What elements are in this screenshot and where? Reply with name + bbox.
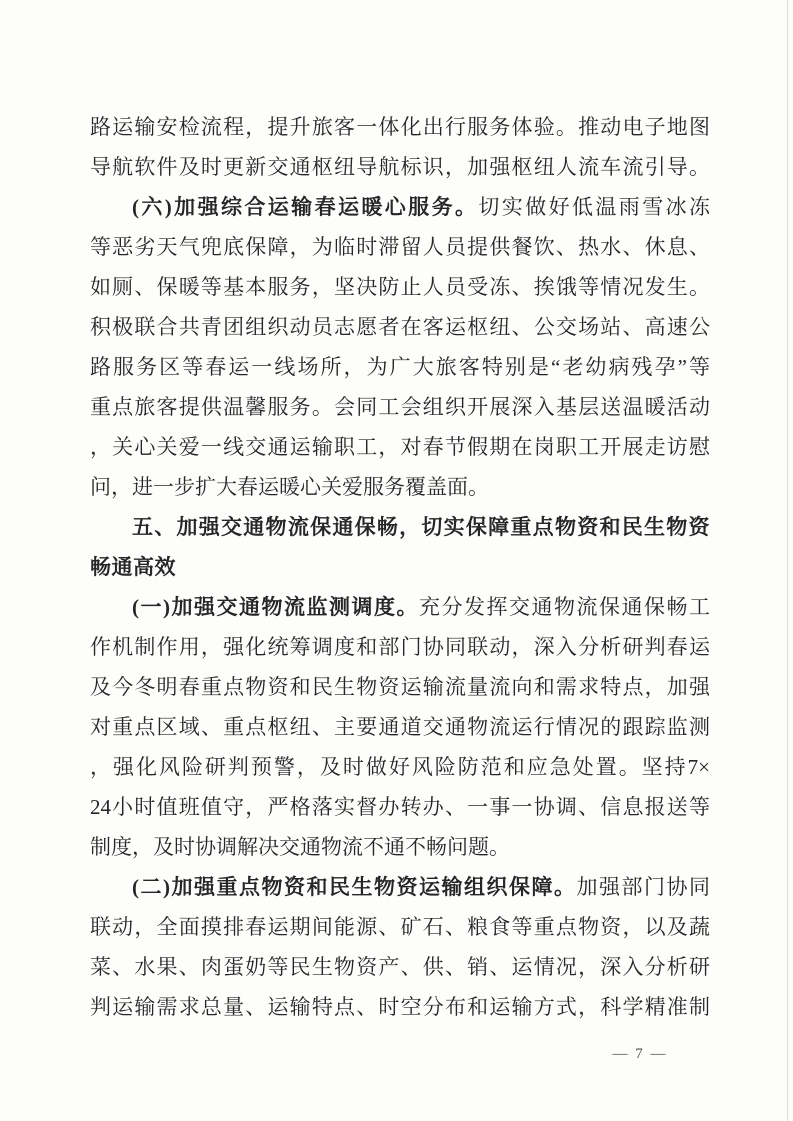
body-text-segment: ，强化风险研判预警，及时做好风险防范和应急处置。坚持7×	[90, 755, 710, 779]
body-text-segment: 作机制作用，强化统筹调度和部门协同联动，深入分析研判春运	[90, 635, 710, 659]
text-line	[90, 427, 710, 467]
body-text-segment: 及今冬明春重点物资和民生物资运输流量流向和需求特点，加强	[90, 675, 710, 699]
body-text-segment: 路服务区等春运一线场所，为广大旅客特别是“老幼病残孕”等	[90, 355, 710, 379]
body-text-segment: 判运输需求总量、运输特点、时空分布和运输方式，科学精准制	[90, 995, 710, 1019]
text-line	[90, 507, 710, 547]
body-text-segment: 路运输安检流程，提升旅客一体化出行服务体验。推动电子地图	[90, 115, 710, 139]
text-line	[90, 947, 710, 987]
body-text-segment: 制度，及时协调解决交通物流不通不畅问题。	[90, 835, 510, 859]
text-line	[90, 787, 710, 827]
body-text-segment: 导航软件及时更新交通枢纽导航标识，加强枢纽人流车流引导。	[90, 155, 710, 179]
text-line	[90, 347, 710, 387]
text-line	[90, 747, 710, 787]
heading-text-segment: 五、加强交通物流保通保畅，切实保障重点物资和民生物资	[132, 516, 710, 539]
text-line	[90, 907, 710, 947]
text-line	[90, 307, 710, 347]
text-line	[90, 547, 710, 587]
text-line	[90, 627, 710, 667]
heading-text-segment: 畅通高效	[90, 556, 176, 579]
text-line	[90, 147, 710, 187]
text-line	[90, 227, 710, 267]
body-text-segment: 积极联合共青团组织动员志愿者在客运枢纽、公交场站、高速公	[90, 315, 710, 339]
body-text-segment: 对重点区域、重点枢纽、主要通道交通物流运行情况的跟踪监测	[90, 715, 710, 739]
body-text-segment: 问，进一步扩大春运暖心关爱服务覆盖面。	[90, 475, 489, 499]
text-line	[90, 867, 710, 907]
scan-edge-line	[787, 0, 788, 1121]
text-line	[90, 107, 710, 147]
text-line	[90, 187, 710, 227]
body-text-segment: 等恶劣天气兜底保障，为临时滞留人员提供餐饮、热水、休息、	[90, 235, 710, 259]
body-text-segment: 重点旅客提供温馨服务。会同工会组织开展深入基层送温暖活动	[90, 395, 710, 419]
body-text-segment: 充分发挥交通物流保通保畅工	[419, 595, 710, 619]
text-line	[90, 267, 710, 307]
body-text-segment: 24小时值班值守，严格落实督办转办、一事一协调、信息报送等	[90, 795, 710, 819]
text-line	[90, 827, 710, 867]
text-line	[90, 987, 710, 1027]
text-line	[90, 387, 710, 427]
body-text-segment: ，关心关爱一线交通运输职工，对春节假期在岗职工开展走访慰	[90, 435, 710, 459]
text-line	[90, 707, 710, 747]
heading-text-segment: (二)加强重点物资和民生物资运输组织保障。	[132, 875, 577, 899]
page-number: — 7 —	[612, 1046, 668, 1062]
body-text-segment: 如厕、保暖等基本服务，坚决防止人员受冻、挨饿等情况发生。	[90, 275, 710, 299]
text-line	[90, 467, 710, 507]
heading-text-segment: (一)加强交通物流监测调度。	[132, 595, 419, 619]
document-body	[90, 107, 710, 1027]
text-line	[90, 667, 710, 707]
body-text-segment: 菜、水果、肉蛋奶等民生物资产、供、销、运情况，深入分析研	[90, 955, 710, 979]
text-line	[90, 587, 710, 627]
heading-text-segment: (六)加强综合运输春运暖心服务。	[132, 195, 479, 219]
body-text-segment: 加强部门协同	[576, 875, 710, 899]
body-text-segment: 联动，全面摸排春运期间能源、矿石、粮食等重点物资，以及蔬	[90, 915, 710, 939]
body-text-segment: 切实做好低温雨雪冰冻	[478, 195, 710, 219]
